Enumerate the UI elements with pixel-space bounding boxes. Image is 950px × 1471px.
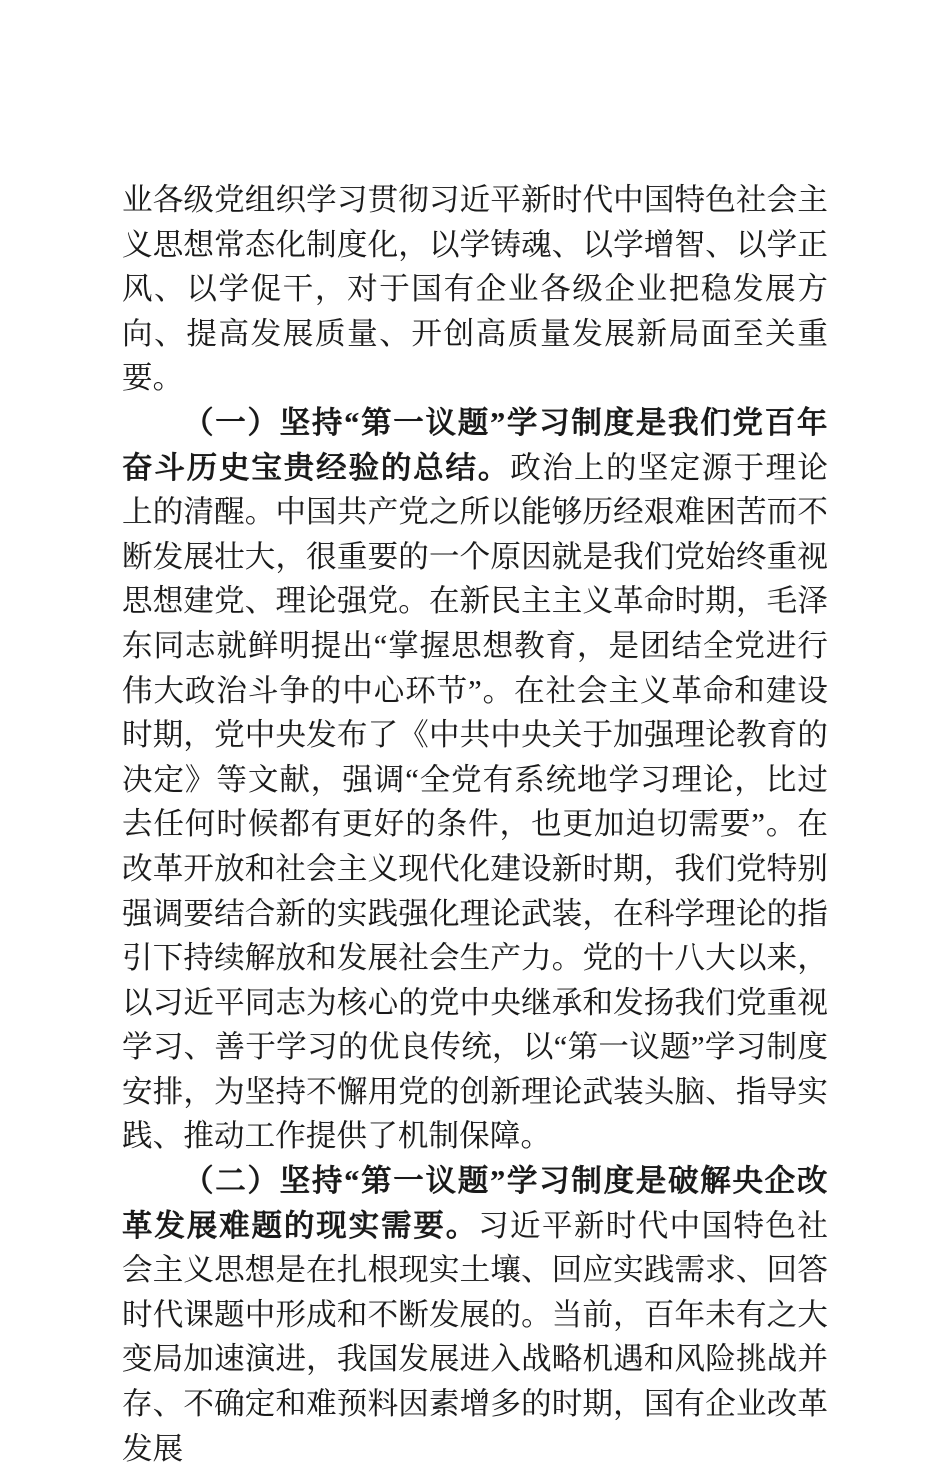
section-one-heading: （一）坚持“第一议题”学习制度是我们党百年奋斗历史宝贵经验的总结。 — [122, 405, 828, 485]
section-two-body: 习近平新时代中国特色社会主义思想是在扎根现实土壤、回应实践需求、回答时代课题中形成和不断发展的。当前，百年未有之大变局加速演进，我国发展进入战略机遇和风险挑战并存、不确定和难预料因素增多的时期，国有企业改革发展 — [122, 1208, 828, 1466]
paragraph-continuation-text: 业各级党组织学习贯彻习近平新时代中国特色社会主义思想常态化制度化，以学铸魂、以学增智、以学正风、以学促干，对于国有企业各级企业把稳发展方向、提高发展质量、开创高质量发展新局面至关重要。 — [122, 183, 828, 396]
paragraph-continuation — [122, 178, 828, 401]
section-one-body: 政治上的坚定源于理论上的清醒。中国共产党之所以能够历经艰难困苦而不断发展壮大，很重要的一个原因就是我们党始终重视思想建党、理论强党。在新民主主义革命时期，毛泽东同志就鲜明提出“掌握思想教育，是团结全党进行伟大政治斗争的中心环节”。在社会主义革命和建设时期，党中央发布了《中共中央关于加强理论教育的决定》等文献，强调“全党有系统地学习理论，比过去任何时候都有更好的条件，也更加迫切需要”。在改革开放和社会主义现代化建设新时期，我们党特别强调要结合新的实践强化理论武装，在科学理论的指引下持续解放和发展社会生产力。党的十八大以来，以习近平同志为核心的党中央继承和发扬我们党重视学习、善于学习的优良传统，以“第一议题”学习制度安排，为坚持不懈用党的创新理论武装头脑、指导实践、推动工作提供了机制保障。 — [122, 450, 829, 1154]
document-text-column — [122, 178, 828, 1471]
section-two-heading: （二）坚持“第一议题”学习制度是破解央企改革发展难题的现实需要。 — [122, 1164, 828, 1243]
page-header-blank-margin — [0, 0, 950, 178]
paragraph-section-two — [122, 1159, 828, 1471]
paragraph-section-one — [122, 401, 828, 1159]
